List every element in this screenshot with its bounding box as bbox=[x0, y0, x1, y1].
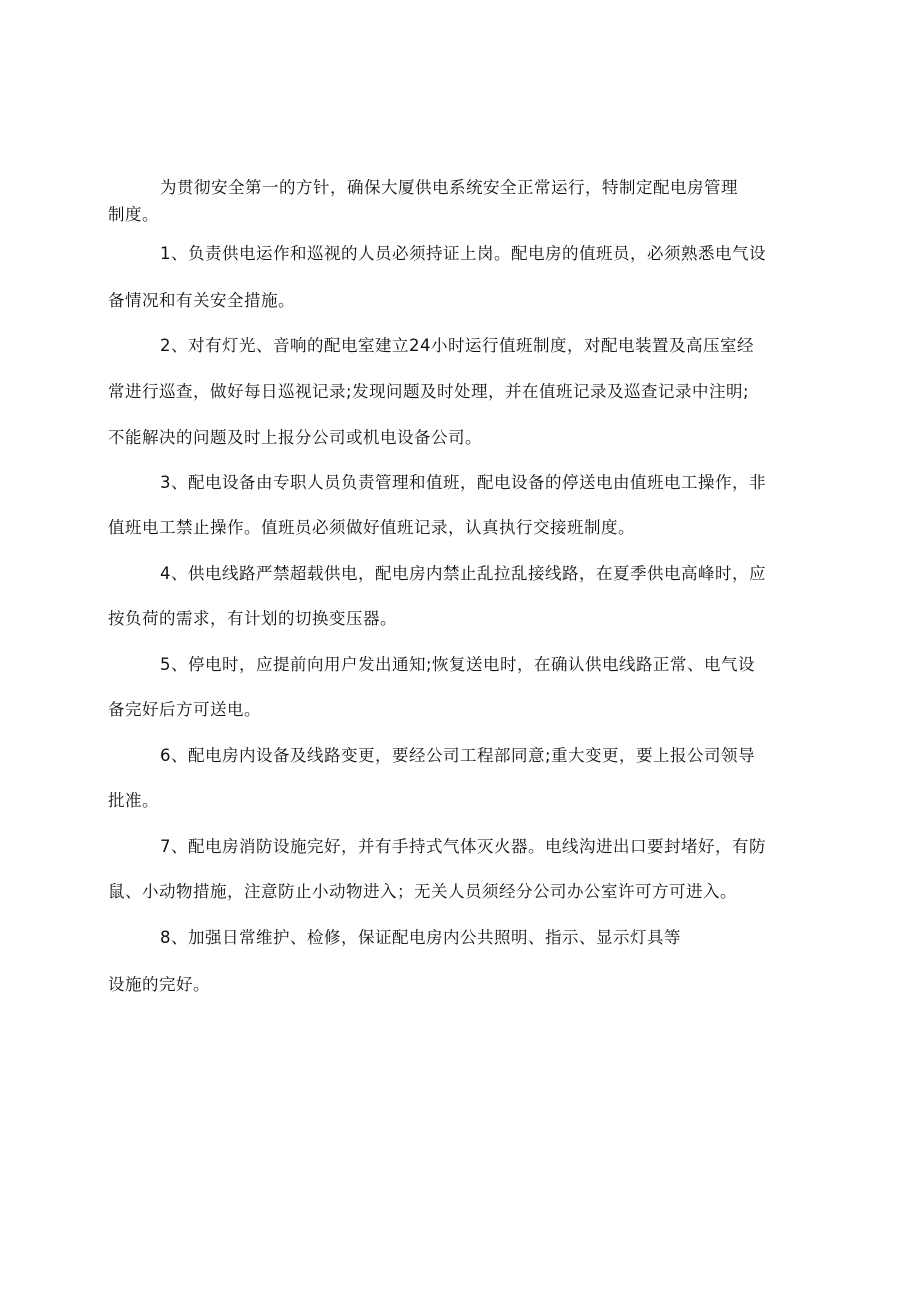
paragraph-5-line-1: 5、停电时，应提前向用户发出通知;恢复送电时，在确认供电线路正常、电气设 bbox=[160, 655, 756, 674]
paragraph-2-line-2: 常进行巡查，做好每日巡视记录;发现问题及时处理，并在值班记录及巡查记录中注明; bbox=[108, 382, 750, 401]
paragraph-intro-line-2: 制度。 bbox=[108, 205, 159, 224]
paragraph-7-line-1: 7、配电房消防设施完好，并有手持式气体灭火器。电线沟进出口要封堵好，有防 bbox=[160, 837, 766, 856]
paragraph-6-line-2: 批准。 bbox=[108, 791, 159, 810]
paragraph-8-line-1: 8、加强日常维护、检修，保证配电房内公共照明、指示、显示灯具等 bbox=[160, 928, 681, 947]
paragraph-1-line-2: 备情况和有关安全措施。 bbox=[108, 291, 295, 310]
paragraph-6-line-1: 6、配电房内设备及线路变更，要经公司工程部同意;重大变更，要上报公司领导 bbox=[160, 746, 756, 765]
paragraph-8-line-2: 设施的完好。 bbox=[108, 975, 210, 994]
paragraph-4-line-2: 按负荷的需求，有计划的切换变压器。 bbox=[108, 609, 397, 628]
paragraph-2-line-1: 2、对有灯光、音响的配电室建立24小时运行值班制度，对配电装置及高压室经 bbox=[160, 336, 754, 355]
paragraph-2-line-3: 不能解决的问题及时上报分公司或机电设备公司。 bbox=[108, 428, 482, 447]
paragraph-7-line-2: 鼠、小动物措施，注意防止小动物进入；无关人员须经分公司办公室许可方可进入。 bbox=[108, 882, 737, 901]
paragraph-5-line-2: 备完好后方可送电。 bbox=[108, 700, 261, 719]
paragraph-3-line-2: 值班电工禁止操作。值班员必须做好值班记录，认真执行交接班制度。 bbox=[108, 518, 635, 537]
paragraph-intro-line-1: 为贯彻安全第一的方针，确保大厦供电系统安全正常运行，特制定配电房管理 bbox=[160, 178, 738, 197]
paragraph-3-line-1: 3、配电设备由专职人员负责管理和值班，配电设备的停送电由值班电工操作，非 bbox=[160, 473, 766, 492]
paragraph-1-line-1: 1、负责供电运作和巡视的人员必须持证上岗。配电房的值班员，必须熟悉电气设 bbox=[160, 244, 766, 263]
paragraph-4-line-1: 4、供电线路严禁超载供电，配电房内禁止乱拉乱接线路，在夏季供电高峰时，应 bbox=[160, 564, 766, 583]
